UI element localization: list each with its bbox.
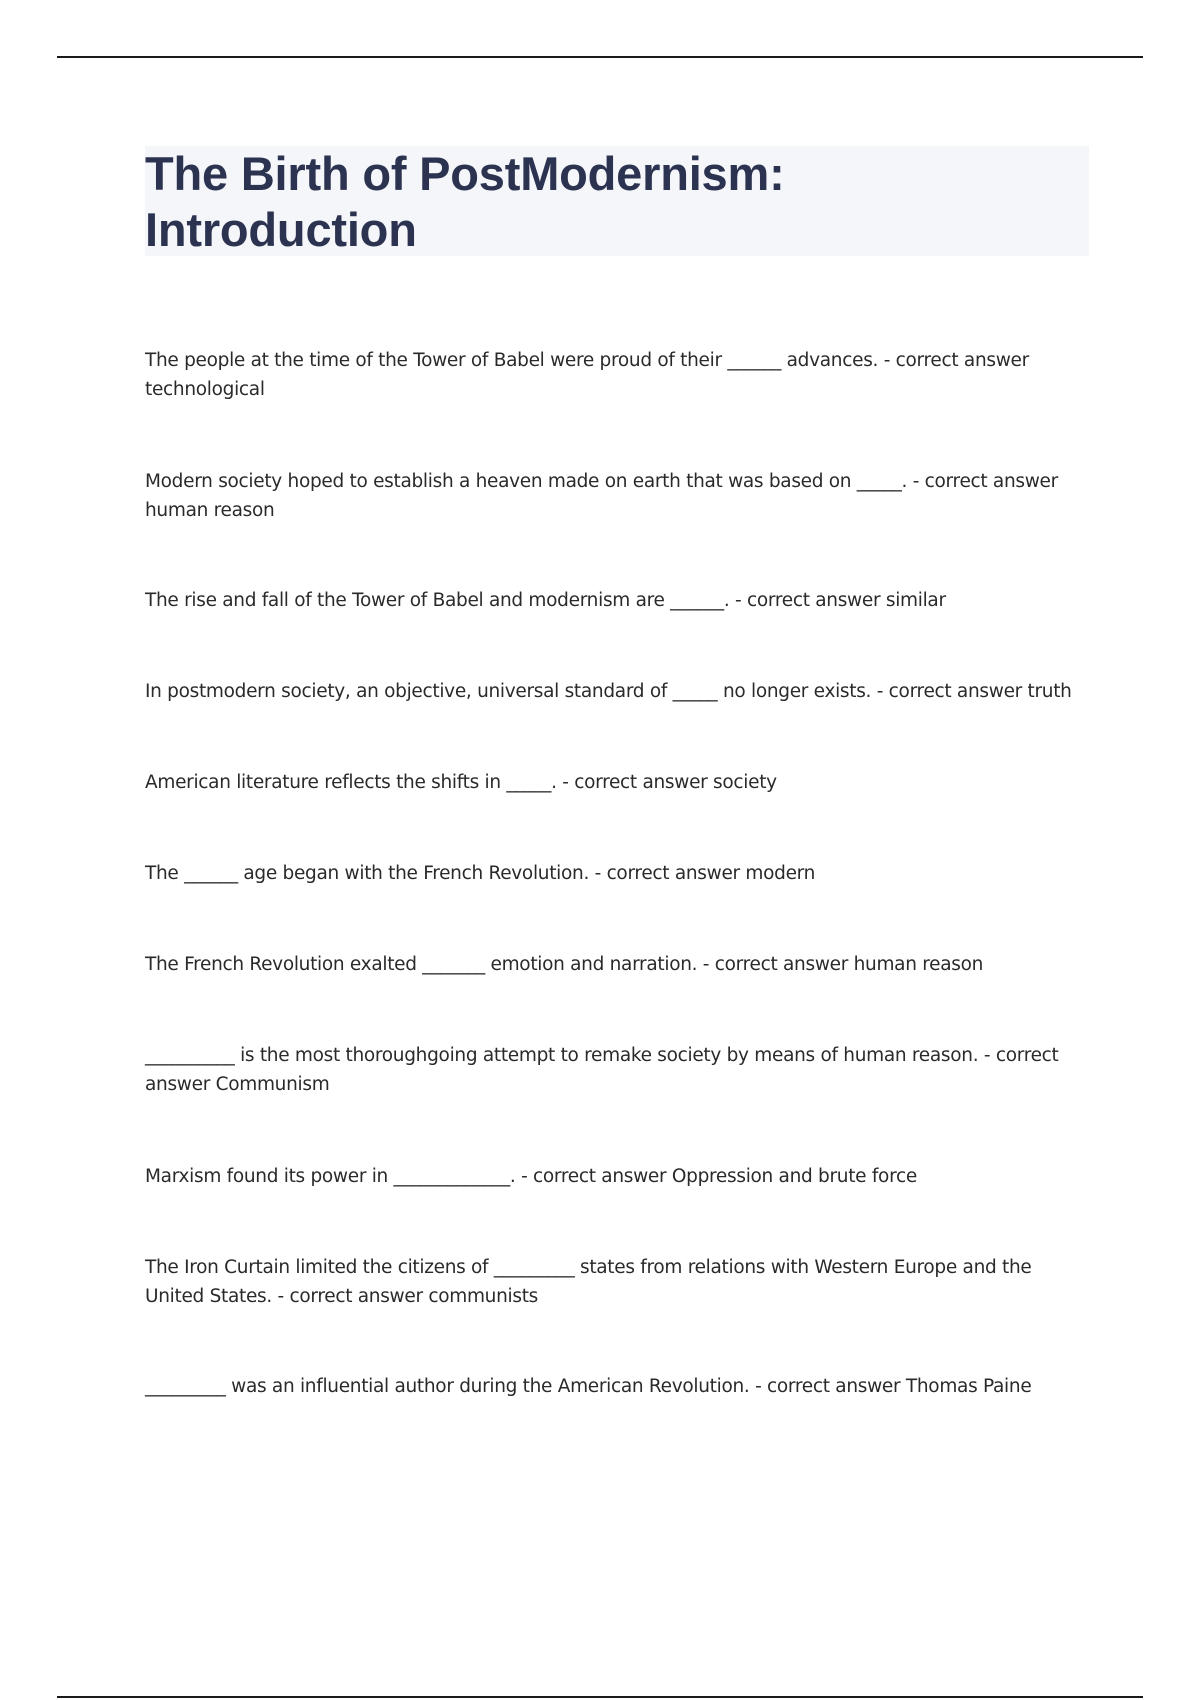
page-title xyxy=(145,146,1089,258)
bottom-divider xyxy=(57,1696,1143,1698)
question-item: The people at the time of the Tower of Babel were proud of their ______ advances. - correct answer technological xyxy=(145,350,1029,400)
question-item: The ______ age began with the French Revolution. - correct answer modern xyxy=(145,863,816,884)
question-item: __________ is the most thoroughgoing attempt to remake society by means of human reason. - correct answer Communism xyxy=(145,1045,1059,1095)
question-item: The French Revolution exalted _______ emotion and narration. - correct answer human reason xyxy=(145,954,984,975)
question-item: Modern society hoped to establish a heaven made on earth that was based on _____. - correct answer human reason xyxy=(145,471,1058,521)
question-item: In postmodern society, an objective, universal standard of _____ no longer exists. - correct answer truth xyxy=(145,681,1072,702)
top-divider xyxy=(57,56,1143,58)
title-line-1: The Birth of PostModernism: xyxy=(145,147,785,200)
question-item: American literature reflects the shifts in _____. - correct answer society xyxy=(145,772,777,793)
question-item: Marxism found its power in _____________. - correct answer Oppression and brute force xyxy=(145,1166,917,1187)
title-line-2: Introduction xyxy=(145,203,417,256)
question-item: The Iron Curtain limited the citizens of _________ states from relations with Western Europe and the United States. - correct answer communists xyxy=(145,1257,1032,1307)
question-item: _________ was an influential author during the American Revolution. - correct answer Thomas Paine xyxy=(145,1376,1032,1397)
question-item: The rise and fall of the Tower of Babel and modernism are ______. - correct answer similar xyxy=(145,590,946,611)
title-banner xyxy=(145,146,1089,256)
